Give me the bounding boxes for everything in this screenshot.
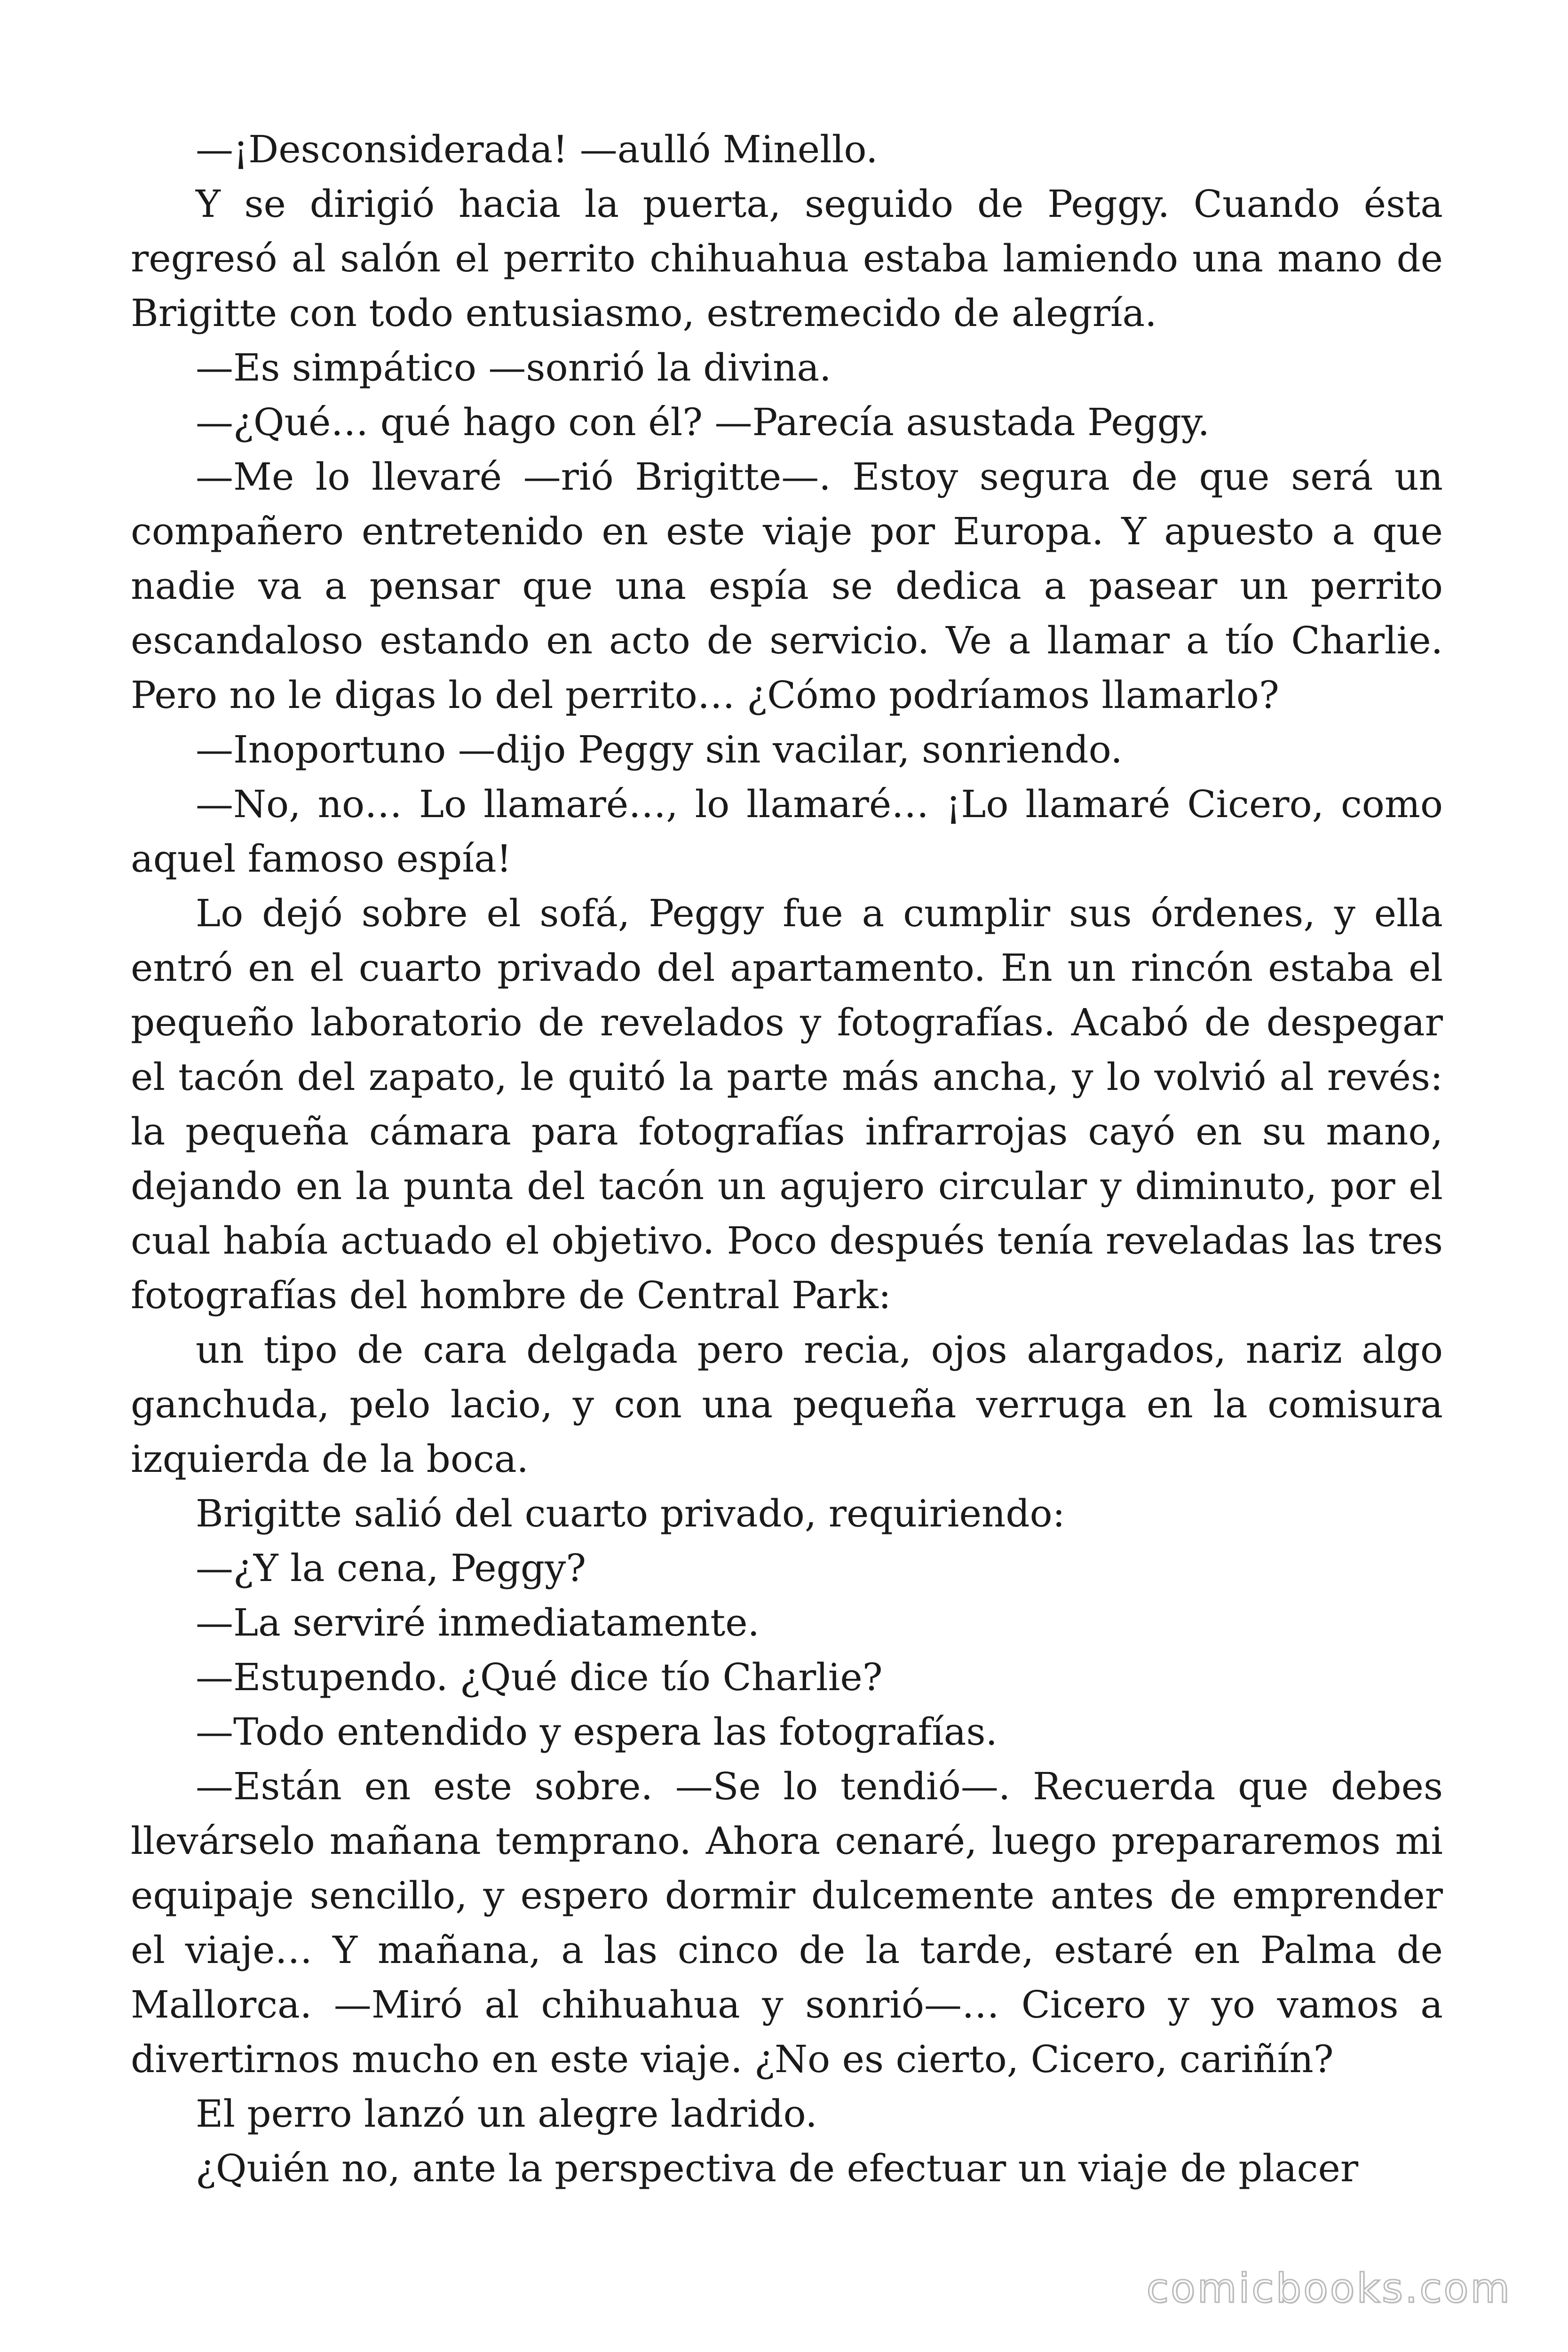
paragraph: Y se dirigió hacia la puerta, seguido de Peggy. Cuando ésta regresó al salón el perrito chihuahua estaba lamiendo una mano de Brigitte con todo entusiasmo, estremecido de alegría. xyxy=(131,182,1443,335)
paragraph: —Están en este sobre. —Se lo tendió—. Recuerda que debes llevárselo mañana temprano. Ahora cenaré, luego prepararemos mi equipaje sencillo, y espero dormir dulcemente antes de emprender el viaje… Y mañana, a las cinco de la tarde, estaré en Palma de Mallorca. —Miró al chihuahua y sonrió—… Cicero y yo vamos a divertirnos mucho en este viaje. ¿No es cierto, Cicero, cariñín? xyxy=(131,1764,1443,2081)
paragraph: —Estupendo. ¿Qué dice tío Charlie? xyxy=(196,1655,883,1699)
paragraph: Lo dejó sobre el sofá, Peggy fue a cumplir sus órdenes, y ella entró en el cuarto privado del apartamento. En un rincón estaba el pequeño laboratorio de revelados y fotografías. Acabó de despegar el tacón del zapato, le quitó la parte más ancha, y lo volvió al revés: la pequeña cámara para fotografías infrarrojas cayó en su mano, dejando en la punta del tacón un agujero circular y diminuto, por el cual había actuado el objetivo. Poco después tenía reveladas las tres fotografías del hombre de Central Park: xyxy=(131,891,1443,1317)
watermark: comicbooks.com xyxy=(1146,2265,1512,2312)
paragraph: Brigitte salió del cuarto privado, requiriendo: xyxy=(196,1492,1065,1535)
paragraph: —Inoportuno —dijo Peggy sin vacilar, sonriendo. xyxy=(196,728,1123,771)
paragraph: —Todo entendido y espera las fotografías. xyxy=(196,1710,998,1754)
paragraph: El perro lanzó un alegre ladrido. xyxy=(196,2092,817,2136)
body-text xyxy=(131,122,1443,2196)
paragraph: —La serviré inmediatamente. xyxy=(196,1601,760,1645)
paragraph: —¿Qué… qué hago con él? —Parecía asustada Peggy. xyxy=(196,400,1210,444)
paragraph: —¿Y la cena, Peggy? xyxy=(196,1546,586,1590)
paragraph: ¿Quién no, ante la perspectiva de efectuar un viaje de placer xyxy=(196,2146,1359,2190)
paragraph: —¡Desconsiderada! —aulló Minello. xyxy=(196,127,878,171)
paragraph: un tipo de cara delgada pero recia, ojos alargados, nariz algo ganchuda, pelo lacio, y con una pequeña verruga en la comisura izquierda de la boca. xyxy=(131,1328,1443,1481)
paragraph: —Es simpático —sonrió la divina. xyxy=(196,346,832,389)
paragraph: —No, no… Lo llamaré…, lo llamaré… ¡Lo llamaré Cicero, como aquel famoso espía! xyxy=(131,782,1443,881)
paragraph: —Me lo llevaré —rió Brigitte—. Estoy segura de que será un compañero entretenido en este viaje por Europa. Y apuesto a que nadie va a pensar que una espía se dedica a pasear un perrito escandaloso estando en acto de servicio. Ve a llamar a tío Charlie. Pero no le digas lo del perrito… ¿Cómo podríamos llamarlo? xyxy=(131,455,1443,717)
